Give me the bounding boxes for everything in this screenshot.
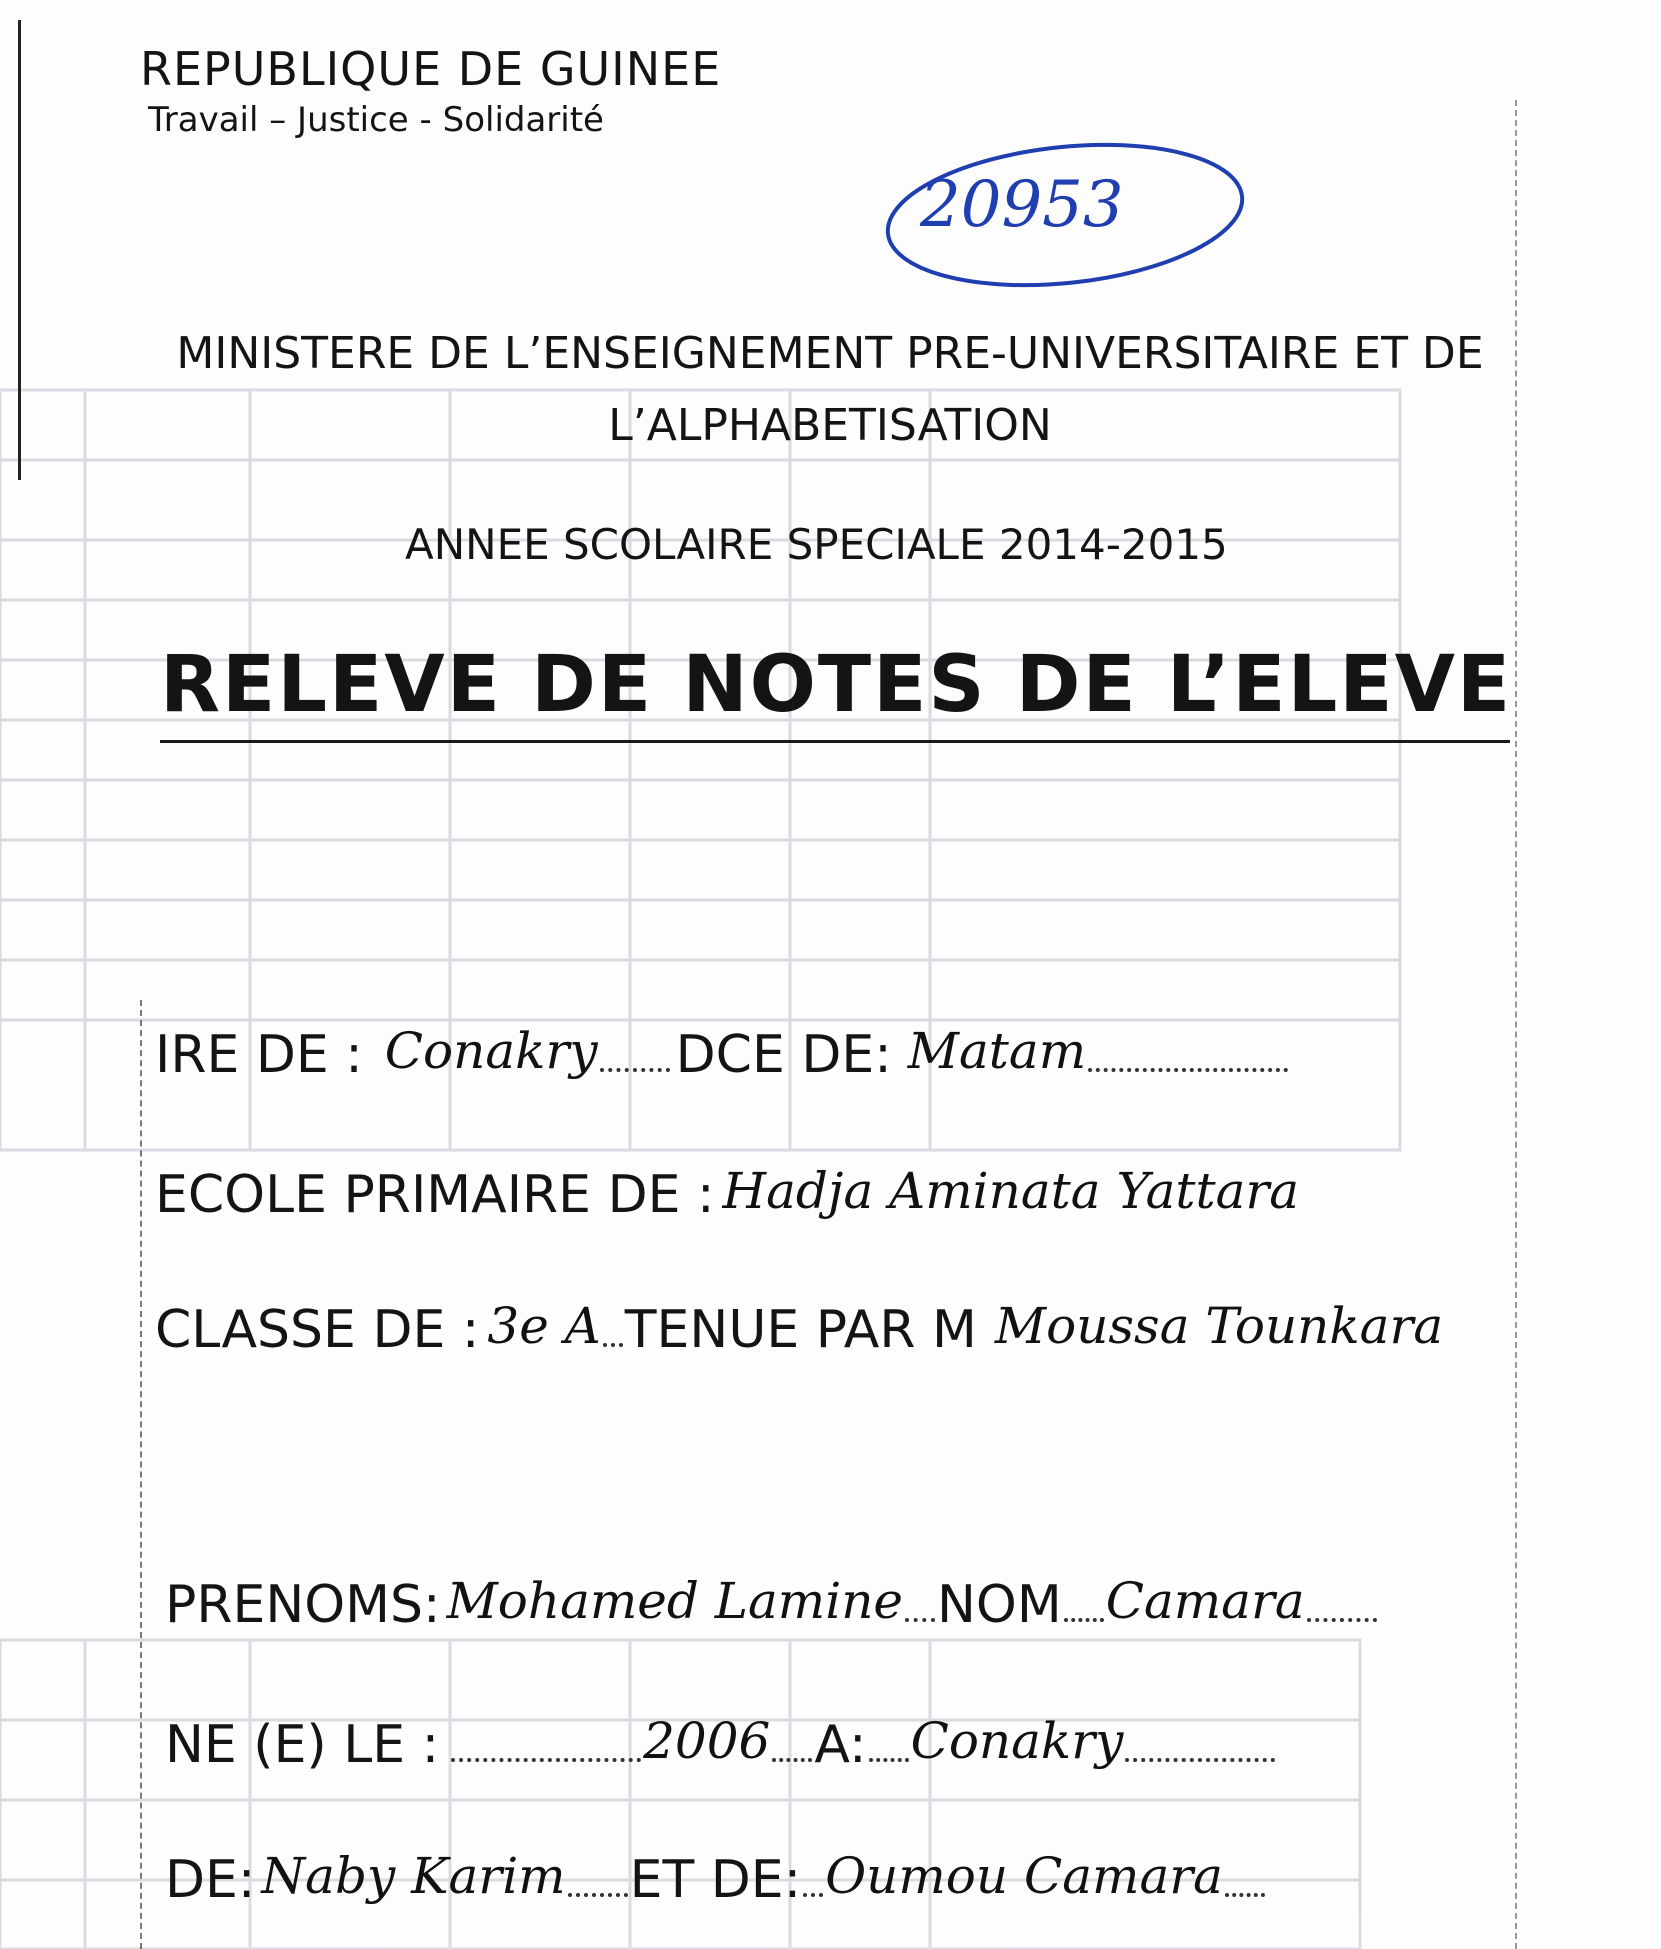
classe-row [155,1297,1444,1360]
dce-dots [1088,1058,1288,1072]
left-edge-mark [18,20,21,480]
nom-value: Camara [1105,1572,1305,1630]
nom-dots [1307,1608,1377,1622]
form-left-border [140,1000,142,1949]
tenue-value: Moussa Tounkara [994,1297,1444,1355]
naissance-row [165,1712,1277,1775]
prenoms-dots [905,1608,935,1622]
a-dots [1125,1748,1275,1762]
etde-dots-pre [803,1883,823,1897]
de-value: Naby Karim [261,1847,566,1905]
dce-label: DCE DE: [675,1025,892,1085]
ecole-label: ECOLE PRIMAIRE DE : [155,1165,715,1225]
document-title: RELEVE DE NOTES DE L’ELEVE [160,640,1513,730]
ire-label: IRE DE : [155,1025,363,1085]
tenue-label: TENUE PAR M [624,1300,977,1360]
ire-dots [600,1058,670,1072]
nom-label: NOM [937,1575,1062,1635]
ministry-line-2: L’ALPHABETISATION [608,400,1052,451]
registration-stamp [880,140,1250,290]
etde-label: ET DE: [629,1850,802,1910]
de-label: DE: [165,1850,256,1910]
a-value: Conakry [910,1712,1124,1770]
de-dots [568,1883,628,1897]
ne-dots-post [772,1748,812,1762]
ire-dce-row [155,1022,1290,1085]
classe-value: 3e A [487,1297,601,1355]
a-label: A: [814,1715,867,1775]
prenoms-value: Mohamed Lamine [446,1572,903,1630]
republic-name: REPUBLIQUE DE GUINEE [140,42,722,96]
ire-value: Conakry [384,1022,598,1080]
ne-value: 2006 [643,1712,771,1770]
republic-motto: Travail – Justice - Solidarité [148,100,604,140]
prenoms-label: PRENOMS: [165,1575,441,1635]
ne-dots [451,1748,641,1762]
classe-dots [603,1333,623,1347]
nom-dots-pre [1064,1608,1104,1622]
classe-label: CLASSE DE : [155,1300,480,1360]
ne-label: NE (E) LE : [165,1715,440,1775]
ecole-row [155,1162,1300,1225]
title-underline [160,740,1510,743]
dce-value: Matam [907,1022,1087,1080]
prenoms-row [165,1572,1379,1635]
parents-row [165,1847,1267,1910]
stamp-number: 20953 [920,168,1124,242]
ministry-line-1: MINISTERE DE L’ENSEIGNEMENT PRE-UNIVERSITAIRE ET DE [176,328,1484,379]
etde-dots [1225,1883,1265,1897]
school-year: ANNEE SCOLAIRE SPECIALE 2014-2015 [405,520,1228,569]
etde-value: Oumou Camara [825,1847,1223,1905]
a-dots-pre [869,1748,909,1762]
ecole-value: Hadja Aminata Yattara [722,1162,1300,1220]
